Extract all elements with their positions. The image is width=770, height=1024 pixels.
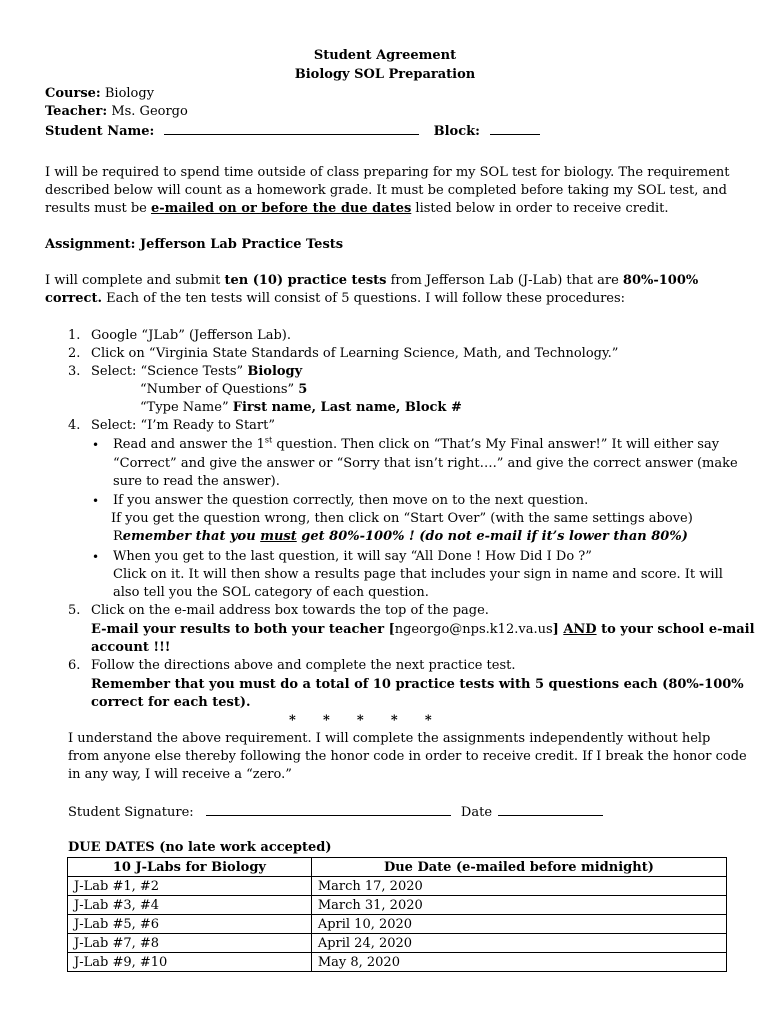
- teacher-email: ngeorgo@nps.k12.va.us: [394, 622, 553, 637]
- bullet-1-line-3: sure to read the answer).: [113, 474, 280, 489]
- ordinal-suffix: st: [264, 435, 273, 445]
- step-5-text: Click on the e-mail address box towards the top of the page.: [91, 603, 489, 618]
- column-header-due-date: Due Date (e-mailed before midnight): [311, 858, 726, 877]
- signature-blank[interactable]: [206, 802, 451, 816]
- step-6-number: 6.: [68, 658, 81, 673]
- step-2-text: Click on “Virginia State Standards of Learning Science, Math, and Technology.”: [91, 346, 619, 361]
- course-value: Biology: [104, 86, 155, 101]
- assignment-heading: Assignment: Jefferson Lab Practice Tests: [45, 237, 344, 252]
- bullet-2-line-2: If you get the question wrong, then click on “Start Over” (with the same settings above): [111, 511, 693, 526]
- intro-emphasis: e-mailed on or before the due dates: [151, 201, 412, 216]
- email-instruction-end: to your school e-mail: [596, 622, 755, 637]
- date-cell: April 24, 2020: [311, 934, 726, 953]
- step-6-reminder-line-1: Remember that you must do a total of 10 practice tests with 5 questions each (80%-100%: [91, 677, 744, 692]
- complete-text: I will complete and submit: [45, 273, 225, 288]
- signature-line: [68, 802, 603, 822]
- table-row: [68, 915, 727, 934]
- bullet-icon: •: [92, 550, 100, 564]
- lab-cell: J-Lab #1, #2: [68, 877, 312, 896]
- step-2-number: 2.: [68, 346, 81, 361]
- student-name-label: Student Name:: [45, 124, 155, 139]
- lab-cell: J-Lab #5, #6: [68, 915, 312, 934]
- reminder-must: must: [260, 529, 297, 544]
- step-3-number: 3.: [68, 364, 81, 379]
- section-separator: * * * * *: [289, 713, 432, 728]
- email-instruction: E-mail your results to both your teacher [: [91, 622, 395, 637]
- date-blank[interactable]: [498, 802, 603, 816]
- date-cell: March 31, 2020: [311, 896, 726, 915]
- date-cell: May 8, 2020: [311, 953, 726, 972]
- honor-line-2: from anyone else thereby following the honor code in order to receive credit. If I break the honor code: [68, 749, 747, 764]
- step-1-number: 1.: [68, 328, 81, 343]
- reminder-initial: R: [113, 529, 123, 544]
- step-1-text: Google “JLab” (Jefferson Lab).: [91, 328, 292, 343]
- date-cell: April 10, 2020: [311, 915, 726, 934]
- bullet-3-line-3: also tell you the SOL category of each question.: [113, 585, 429, 600]
- step-5-number: 5.: [68, 603, 81, 618]
- bullet-1-line-2: “Correct” and give the answer or “Sorry that isn’t right….” and give the correct answer (make: [113, 456, 738, 471]
- date-cell: March 17, 2020: [311, 877, 726, 896]
- step-3-label: Select: “Science Tests”: [91, 364, 248, 379]
- due-dates-heading: DUE DATES (no late work accepted): [68, 840, 332, 855]
- complete-line-1: [45, 272, 698, 290]
- bullet-icon: •: [92, 438, 100, 452]
- intro-line-1: I will be required to spend time outside of class preparing for my SOL test for biology. The requirement: [45, 165, 730, 180]
- step-3-text: [91, 363, 302, 381]
- bullet-1-line-1: [113, 436, 719, 454]
- student-name-blank[interactable]: [164, 121, 419, 135]
- step-6-reminder-line-2: correct for each test).: [91, 695, 251, 710]
- block-label: Block:: [433, 124, 480, 139]
- step-6-text: Follow the directions above and complete the next practice test.: [91, 658, 516, 673]
- bullet-3-line-1: When you get to the last question, it will say “All Done ! How Did I Do ?”: [113, 549, 592, 564]
- step-3a-value: 5: [298, 382, 308, 397]
- bullet-3-line-2: Click on it. It will then show a results page that includes your sign in name and score. It will: [113, 567, 723, 582]
- step-3b-value: First name, Last name, Block #: [232, 400, 462, 415]
- bullet-2-line-3: [113, 528, 688, 546]
- step-4-text: Select: “I’m Ready to Start”: [91, 418, 276, 433]
- email-and: AND: [563, 622, 597, 637]
- table-header-row: [68, 858, 727, 877]
- reminder-text-end: get 80%-100% ! (do not e-mail if it’s lower than 80%): [296, 529, 688, 544]
- step-3a-label: “Number of Questions”: [140, 382, 299, 397]
- teacher-line: [45, 103, 188, 121]
- bullet-2-line-1: If you answer the question correctly, then move on to the next question.: [113, 493, 589, 508]
- complete-emphasis-correct: correct.: [45, 291, 103, 306]
- bullet-1-text: Read and answer the 1: [113, 437, 265, 452]
- due-dates-table: [67, 857, 727, 972]
- document-subtitle: Biology SOL Preparation: [294, 67, 476, 82]
- bullet-icon: •: [92, 494, 100, 508]
- reminder-text: emember that you: [122, 529, 261, 544]
- intro-text-end: listed below in order to receive credit.: [411, 201, 669, 216]
- complete-text-end: Each of the ten tests will consist of 5 questions. I will follow these procedures:: [102, 291, 626, 306]
- lab-cell: J-Lab #3, #4: [68, 896, 312, 915]
- email-bracket: ]: [552, 622, 564, 637]
- lab-cell: J-Lab #7, #8: [68, 934, 312, 953]
- complete-line-2: [45, 290, 625, 308]
- honor-line-1: I understand the above requirement. I will complete the assignments independently without help: [68, 731, 711, 746]
- document-title: Student Agreement: [313, 48, 457, 63]
- student-name-line: [45, 121, 540, 141]
- intro-line-3: [45, 200, 669, 218]
- signature-label: Student Signature:: [68, 805, 194, 820]
- course-line: [45, 85, 154, 103]
- step-5-email-line: [91, 621, 755, 639]
- lab-cell: J-Lab #9, #10: [68, 953, 312, 972]
- step-3b-text: [140, 399, 462, 417]
- block-blank[interactable]: [490, 121, 540, 135]
- bullet-1-text-end: question. Then click on “That’s My Final answer!” It will either say: [272, 437, 720, 452]
- date-label: Date: [460, 805, 493, 820]
- step-3a-text: [140, 381, 307, 399]
- step-4-number: 4.: [68, 418, 81, 433]
- honor-line-3: in any way, I will receive a “zero.”: [68, 767, 292, 782]
- complete-emphasis-percent: 80%-100%: [622, 273, 699, 288]
- complete-emphasis-tests: ten (10) practice tests: [224, 273, 387, 288]
- complete-text-mid: from Jefferson Lab (J-Lab) that are: [386, 273, 623, 288]
- step-5-account-line: account !!!: [91, 640, 171, 655]
- intro-line-2: described below will count as a homework grade. It must be completed before taking my SOL test, and: [45, 183, 727, 198]
- teacher-value: Ms. Georgo: [111, 104, 188, 119]
- table-row: [68, 934, 727, 953]
- table-row: [68, 953, 727, 972]
- table-row: [68, 877, 727, 896]
- step-3b-label: “Type Name”: [140, 400, 233, 415]
- course-label: Course:: [45, 86, 101, 101]
- table-row: [68, 896, 727, 915]
- teacher-label: Teacher:: [45, 104, 108, 119]
- column-header-labs: 10 J-Labs for Biology: [68, 858, 312, 877]
- intro-text: results must be: [45, 201, 152, 216]
- step-3-value: Biology: [247, 364, 303, 379]
